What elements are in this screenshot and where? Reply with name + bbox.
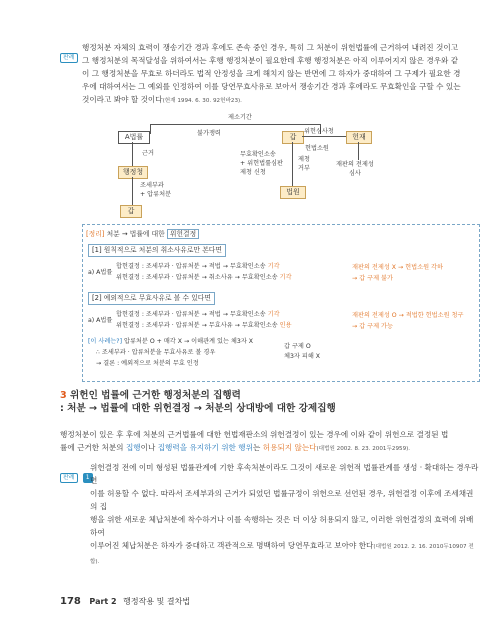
court-box: 법원 <box>280 186 306 199</box>
table-row: 위헌결정 : 조세부과 · 압류처분 → 무효사유 → 무효확인소송 인용 <box>116 322 292 329</box>
case-outcome: 갑 구제 O 체3자 피해 X <box>284 343 321 360</box>
text-line: 행정처분 자체의 효력이 쟁송기간 경과 후에도 존속 중인 경우, 특히 그 처분이 위헌법률에 근거하여 내려진 것이고 <box>82 43 459 52</box>
chapter-title: 행정작용 및 결차법 <box>123 597 191 606</box>
deadline-label: 제소기간 <box>228 114 252 121</box>
section-3-heading: 3 위헌인 법률에 근거한 행정처분의 집행력 : 처분 → 법률에 대한 위헌결정 → 처분의 상대방에 대한 강제집행 <box>60 390 336 414</box>
table-row: 합헌결정 : 조세부과 · 압류처분 → 적법 → 무효확인소송 기각 <box>116 311 280 318</box>
constitutional-review-label: 위헌심사청 <box>304 128 334 135</box>
section-2-rows <box>116 309 306 331</box>
table-row: 위헌결정 : 조세부과 · 압류처분 → 취소사유 → 무효확인소송 기각 <box>116 274 292 281</box>
text-line: 이 그 행정처분을 무효로 하더라도 법적 안정성을 크게 해치지 않는 반면에 그 하자가 중대하여 그 구제가 필요한 경 <box>82 69 461 78</box>
paragraph-2: 행정처분이 있은 후 후에 처분의 근거법률에 대한 헌법재판소의 위헌결정이 있는 경우에 이와 같이 위헌으로 결정된 법 률에 근거한 처분의 집행이나 집행력을 유지하기 위한 행위는 허용되지 않는다(대법원 2002. 8. 23. 2001두2959). <box>60 430 449 452</box>
gap-box: 갑 <box>282 131 304 144</box>
part-label: Part 2 <box>89 597 117 606</box>
precedent-tag-2: 판례 1 <box>60 464 93 483</box>
text-line: 것이라고 봐야 할 것이다(헌재 1994. 6. 30. 92헌바23). <box>82 95 242 104</box>
text-line: 그 행정처분의 목적달성을 위하여서는 후행 행정처분이 필요한데 후행 행정처분은 아직 이루어지지 않은 경우와 같 <box>82 56 459 65</box>
admin-agency-box: 행정청 <box>118 166 148 179</box>
footer <box>60 596 190 607</box>
page-number: 178 <box>60 596 81 607</box>
precedent-paragraph-1 <box>82 41 482 108</box>
a-law-box: A법률 <box>118 131 150 144</box>
gap-box-2: 갑 <box>120 205 142 218</box>
a-law-label-2: a) A법률 <box>88 317 113 324</box>
a-law-label: a) A법률 <box>88 269 113 276</box>
citation: (헌재 1994. 6. 30. 92헌바23). <box>162 98 242 104</box>
incontestability-label: 불가쟁력 <box>197 130 221 137</box>
case-analysis: [이 사례는?] 압류처분 O + 매각 X → 이해관계 있는 체3자 X ∴ 조세부과 · 압류처분을 무효사유로 볼 경우 → 결론 : 예외적으로 처분의 무효 인정 <box>88 338 254 367</box>
section-1-rows <box>116 261 306 283</box>
deadline-line <box>150 124 320 125</box>
precedent-tag: 판례 <box>60 44 78 63</box>
refusal-label: 제청 거부 <box>298 156 310 172</box>
summary-header: [정리] 처분 → 법률에 대한 위헌결정 <box>86 228 199 238</box>
constitutional-complaint-label: 헌법소원 <box>305 145 329 152</box>
invalidity-suit-label: 무효확인소송 + 위헌법률심판 제청 신청 <box>240 151 284 176</box>
section-1-result: 재판의 전제성 X → 헌법소원 각하 → 갑 구제 불가 <box>352 264 443 282</box>
text-line: 우에 대하여서는 그 예외를 인정하여 이를 당연무효사유로 보아서 쟁송기간 경과 후에라도 무효확인을 구할 수 있는 <box>82 82 461 91</box>
precedent-paragraph-3: 위헌결정 전에 이미 형성된 법률관계에 기한 후속처분이라도 그것이 새로운 위헌적 법률관계를 생성 · 확대하는 경우라면 이를 허용할 수 없다. 따라서 조세부과의 근거가 되었던 법률규정이 위헌으로 선언된 경우, 위헌결정 이후에 조세채권의 집 행을 위한 새로운 체납처분에 착수하거나 이를 속행하는 것은 더 이상 허용되지 않고, 이러한 위헌결정의 효력에 위배하여 이루어진 체납처분은 하자가 중대하고 객관적으로 명백하여 당연무효라고 보아야 한다(대법원 2012. 2. 16. 2010두10907 전합). <box>90 463 479 565</box>
table-row: 합헌결정 : 조세부과 · 압류처분 → 적법 → 무효확인소송 기각 <box>116 263 280 270</box>
section-2-header: [2] 예외적으로 무효사유로 볼 수 있다면 <box>88 292 215 305</box>
basis-label: 근거 <box>142 150 154 157</box>
retrial-label: 재판의 전제성 심사 <box>336 161 374 177</box>
section-1-header: [1] 원칙적으로 처분의 취소사유로만 본다면 <box>88 244 226 257</box>
tax-seizure-label: 조세부과 + 압류처분 <box>140 182 172 198</box>
constitutional-court-box: 헌재 <box>346 131 372 144</box>
section-2-result: 재판의 전제성 O → 적법한 헌법소원 청구 → 갑 구제 가능 <box>352 312 464 330</box>
